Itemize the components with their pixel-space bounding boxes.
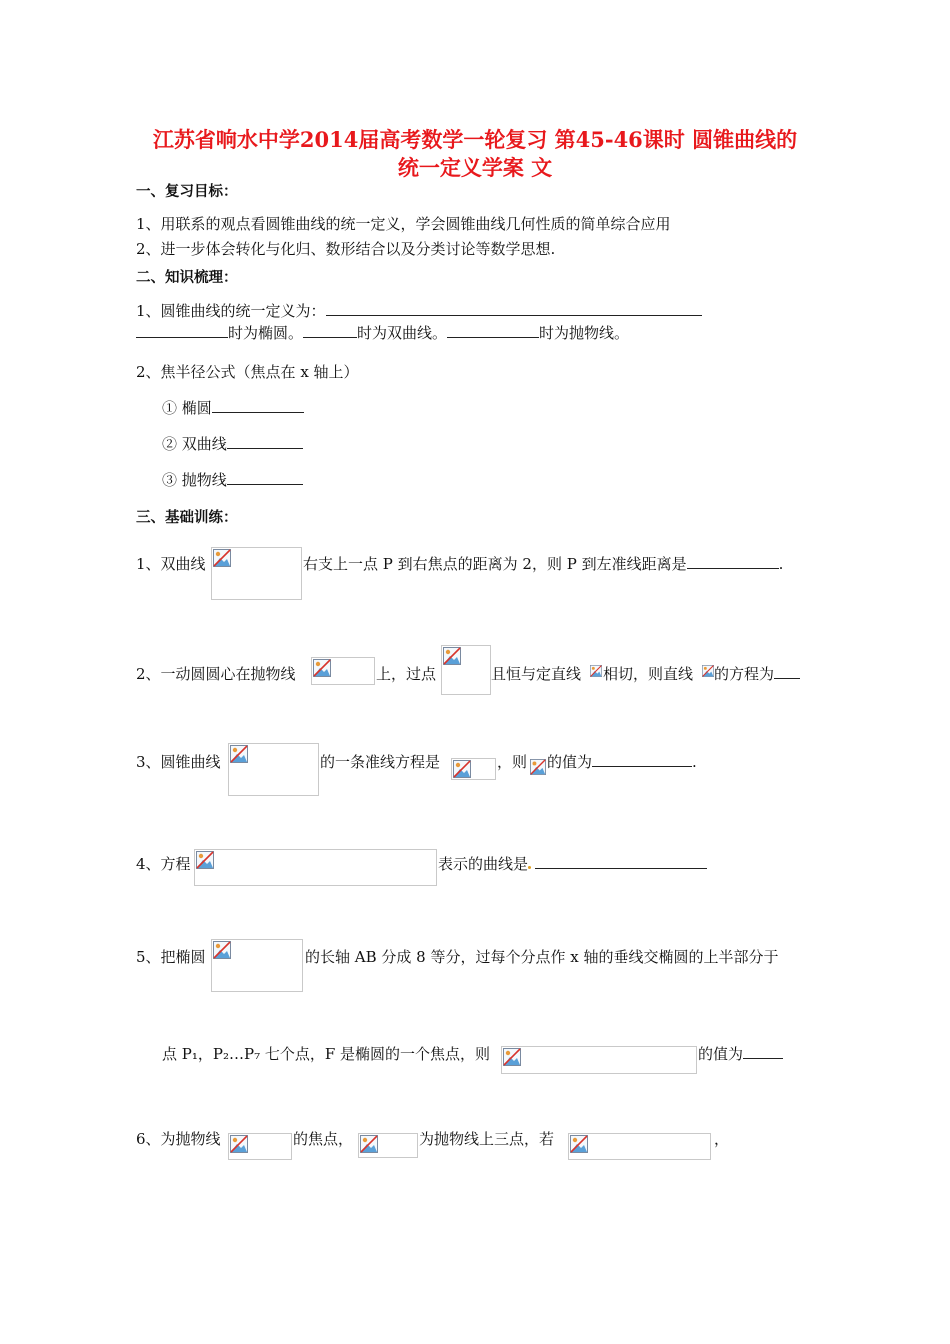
goal-1: 1、用联系的观点看圆锥曲线的统一定义，学会圆锥曲线几何性质的简单综合应用 xyxy=(136,215,671,233)
bullet-dot xyxy=(528,866,531,869)
answer-blank xyxy=(303,323,357,338)
broken-image-icon xyxy=(230,1135,248,1153)
answer-blank xyxy=(212,398,304,413)
broken-image-icon xyxy=(313,659,331,677)
knowledge-2-ellipse: ① 椭圆 xyxy=(162,397,304,418)
broken-image-icon xyxy=(230,745,248,763)
formula-image xyxy=(311,657,375,685)
broken-image-icon xyxy=(443,647,461,665)
exercise-2-a: 2、一动圆圆心在抛物线 xyxy=(136,665,296,683)
exercise-3-c: ，则 xyxy=(497,753,528,771)
exercise-4-a: 4、方程 xyxy=(136,855,191,873)
formula-image xyxy=(441,645,491,695)
answer-blank xyxy=(774,664,800,679)
knowledge-2-parabola: ③ 抛物线 xyxy=(162,469,303,490)
exercise-2-b: 上，过点 xyxy=(376,665,437,683)
answer-blank xyxy=(227,434,303,449)
answer-blank xyxy=(227,470,303,485)
exercise-1-b: 右支上一点 P 到右焦点的距离为 2，则 P 到左准线距离是 . xyxy=(303,555,784,573)
answer-blank xyxy=(447,323,539,338)
exercise-5-d: 的值为 xyxy=(698,1043,783,1064)
exercise-5-a: 5、把椭圆 xyxy=(136,948,206,966)
exercise-3-d: 的值为 . xyxy=(547,753,697,771)
answer-blank xyxy=(326,301,702,316)
formula-image xyxy=(211,939,303,992)
doc-title-line2: 统一定义学案 文 xyxy=(397,155,553,180)
exercise-3-a: 3、圆锥曲线 xyxy=(136,753,221,771)
formula-image xyxy=(228,743,319,796)
formula-image xyxy=(702,662,714,682)
formula-image xyxy=(194,849,437,886)
broken-image-icon xyxy=(702,662,714,680)
formula-image xyxy=(451,758,496,780)
broken-image-icon xyxy=(196,851,214,869)
formula-image xyxy=(358,1133,418,1158)
formula-image xyxy=(228,1133,292,1160)
section-heading-exercises: 三、基础训练： xyxy=(136,509,238,526)
exercise-6-b: 的焦点， xyxy=(293,1130,354,1148)
exercise-1-a: 1、双曲线 xyxy=(136,555,206,573)
broken-image-icon xyxy=(503,1048,521,1066)
knowledge-2-hyperbola: ② 双曲线 xyxy=(162,433,303,454)
answer-blank xyxy=(743,1044,783,1059)
exercise-6-c: 为抛物线上三点，若 xyxy=(419,1130,555,1148)
exercise-4-b: 表示的曲线是 xyxy=(438,853,707,874)
exercise-2-d: 相切，则直线 xyxy=(603,665,694,683)
formula-image xyxy=(211,547,302,600)
exercise-2-c: 且恒与定直线 xyxy=(491,665,582,683)
section-heading-knowledge: 二、知识梳理： xyxy=(136,269,238,286)
broken-image-icon xyxy=(530,758,546,776)
knowledge-1-line2: 时为椭圆。 时为双曲线。 时为抛物线。 xyxy=(136,322,629,343)
answer-blank xyxy=(687,554,779,569)
knowledge-1-line1: 1、圆锥曲线的统一定义为： xyxy=(136,300,702,321)
exercise-6-a: 6、为抛物线 xyxy=(136,1130,221,1148)
broken-image-icon xyxy=(360,1135,378,1153)
broken-image-icon xyxy=(213,941,231,959)
broken-image-icon xyxy=(213,549,231,567)
knowledge-2: 2、焦半径公式（焦点在 x 轴上） xyxy=(136,363,359,381)
section-heading-goals: 一、复习目标： xyxy=(136,183,238,200)
exercise-5-b: 的长轴 AB 分成 8 等分，过每个分点作 x 轴的垂线交椭圆的上半部分于 xyxy=(305,948,779,966)
exercise-3-b: 的一条准线方程是 xyxy=(320,753,441,771)
broken-image-icon xyxy=(590,662,602,680)
broken-image-icon xyxy=(453,760,471,778)
goal-2: 2、进一步体会转化与化归、数形结合以及分类讨论等数学思想. xyxy=(136,240,556,258)
answer-blank xyxy=(535,854,707,869)
answer-blank xyxy=(592,752,692,767)
doc-title-line1: 江苏省响水中学2014届高考数学一轮复习 第45-46课时 圆锥曲线的 xyxy=(152,127,798,152)
exercise-5-c: 点 P₁，P₂…P₇ 七个点，F 是椭圆的一个焦点，则 xyxy=(162,1045,491,1063)
formula-image xyxy=(530,758,546,778)
broken-image-icon xyxy=(570,1135,588,1153)
exercise-2-e: 的方程为 xyxy=(714,663,800,684)
formula-image xyxy=(590,662,602,682)
formula-image xyxy=(568,1133,711,1160)
answer-blank xyxy=(136,323,228,338)
formula-image xyxy=(501,1046,697,1074)
exercise-6-d: ， xyxy=(714,1130,730,1148)
